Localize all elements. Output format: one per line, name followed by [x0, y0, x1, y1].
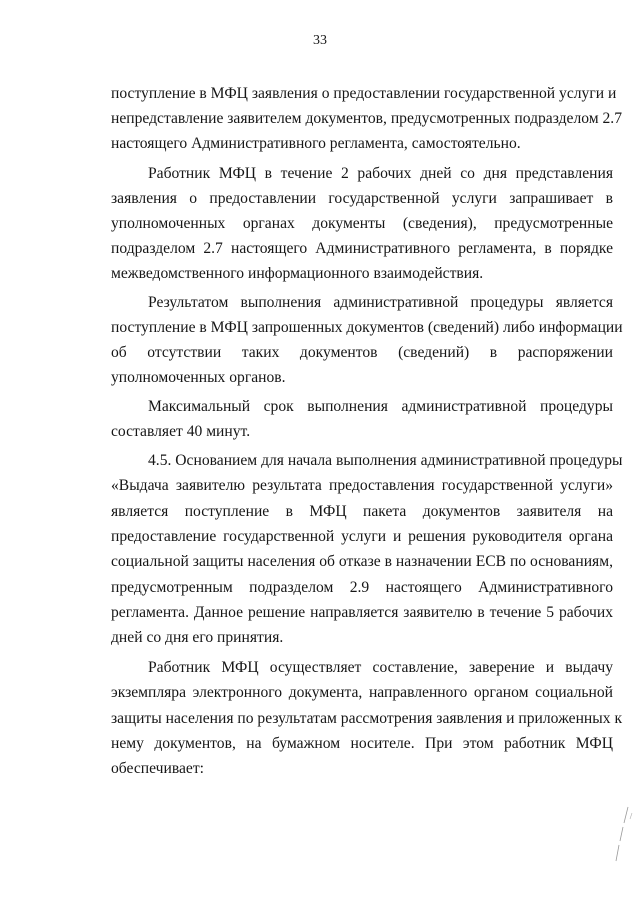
text-line: поступление в МФЦ заявления о предоставлении государственной услуги и	[111, 85, 617, 102]
text-line: предусмотренным подразделом 2.9 настоящего Административного	[111, 579, 613, 596]
page-number: 33	[313, 33, 327, 48]
text-line: регламента. Данное решение направляется заявителю в течение 5 рабочих	[111, 604, 613, 621]
text-line: защиты населения по результатам рассмотрения заявления и приложенных к	[111, 710, 623, 727]
text-line: дней со дня его принятия.	[111, 629, 284, 646]
text-line: непредставление заявителем документов, предусмотренных подразделом 2.7	[111, 110, 622, 127]
text-line: является поступление в МФЦ пакета документов заявителя на	[111, 503, 613, 520]
text-line: предоставление государственной услуги и решения руководителя органа	[111, 528, 613, 545]
text-line: Максимальный срок выполнения административной процедуры	[148, 398, 613, 415]
text-line: об отсутствии таких документов (сведений) в распоряжении	[111, 344, 613, 361]
text-line: Результатом выполнения административной процедуры является	[148, 294, 613, 311]
text-line: Работник МФЦ осуществляет составление, заверение и выдачу	[148, 659, 613, 676]
text-line: настоящего Административного регламента, самостоятельно.	[111, 135, 521, 152]
text-line: межведомственного информационного взаимодействия.	[111, 265, 484, 282]
text-line: обеспечивает:	[111, 760, 204, 777]
text-line: нему документов, на бумажном носителе. При этом работник МФЦ	[111, 735, 613, 752]
text-line: Работник МФЦ в течение 2 рабочих дней со дня представления	[148, 165, 613, 182]
text-line: уполномоченных органах документы (сведения), предусмотренные	[111, 215, 613, 232]
scan-artifact-mark	[612, 805, 640, 865]
text-line: экземпляра электронного документа, направленного органом социальной	[111, 684, 613, 701]
text-line: уполномоченных органов.	[111, 369, 286, 386]
text-line: поступление в МФЦ запрошенных документов (сведений) либо информации	[111, 319, 623, 336]
text-line: заявления о предоставлении государственной услуги запрашивает в	[111, 190, 613, 207]
text-line: «Выдача заявителю результата предоставления государственной услуги»	[111, 477, 613, 494]
text-line: подразделом 2.7 настоящего Административного регламента, в порядке	[111, 240, 613, 257]
text-line: составляет 40 минут.	[111, 423, 251, 440]
text-line: 4.5. Основанием для начала выполнения административной процедуры	[148, 452, 623, 469]
text-line: социальной защиты населения об отказе в назначении ЕСВ по основаниям,	[111, 553, 613, 570]
